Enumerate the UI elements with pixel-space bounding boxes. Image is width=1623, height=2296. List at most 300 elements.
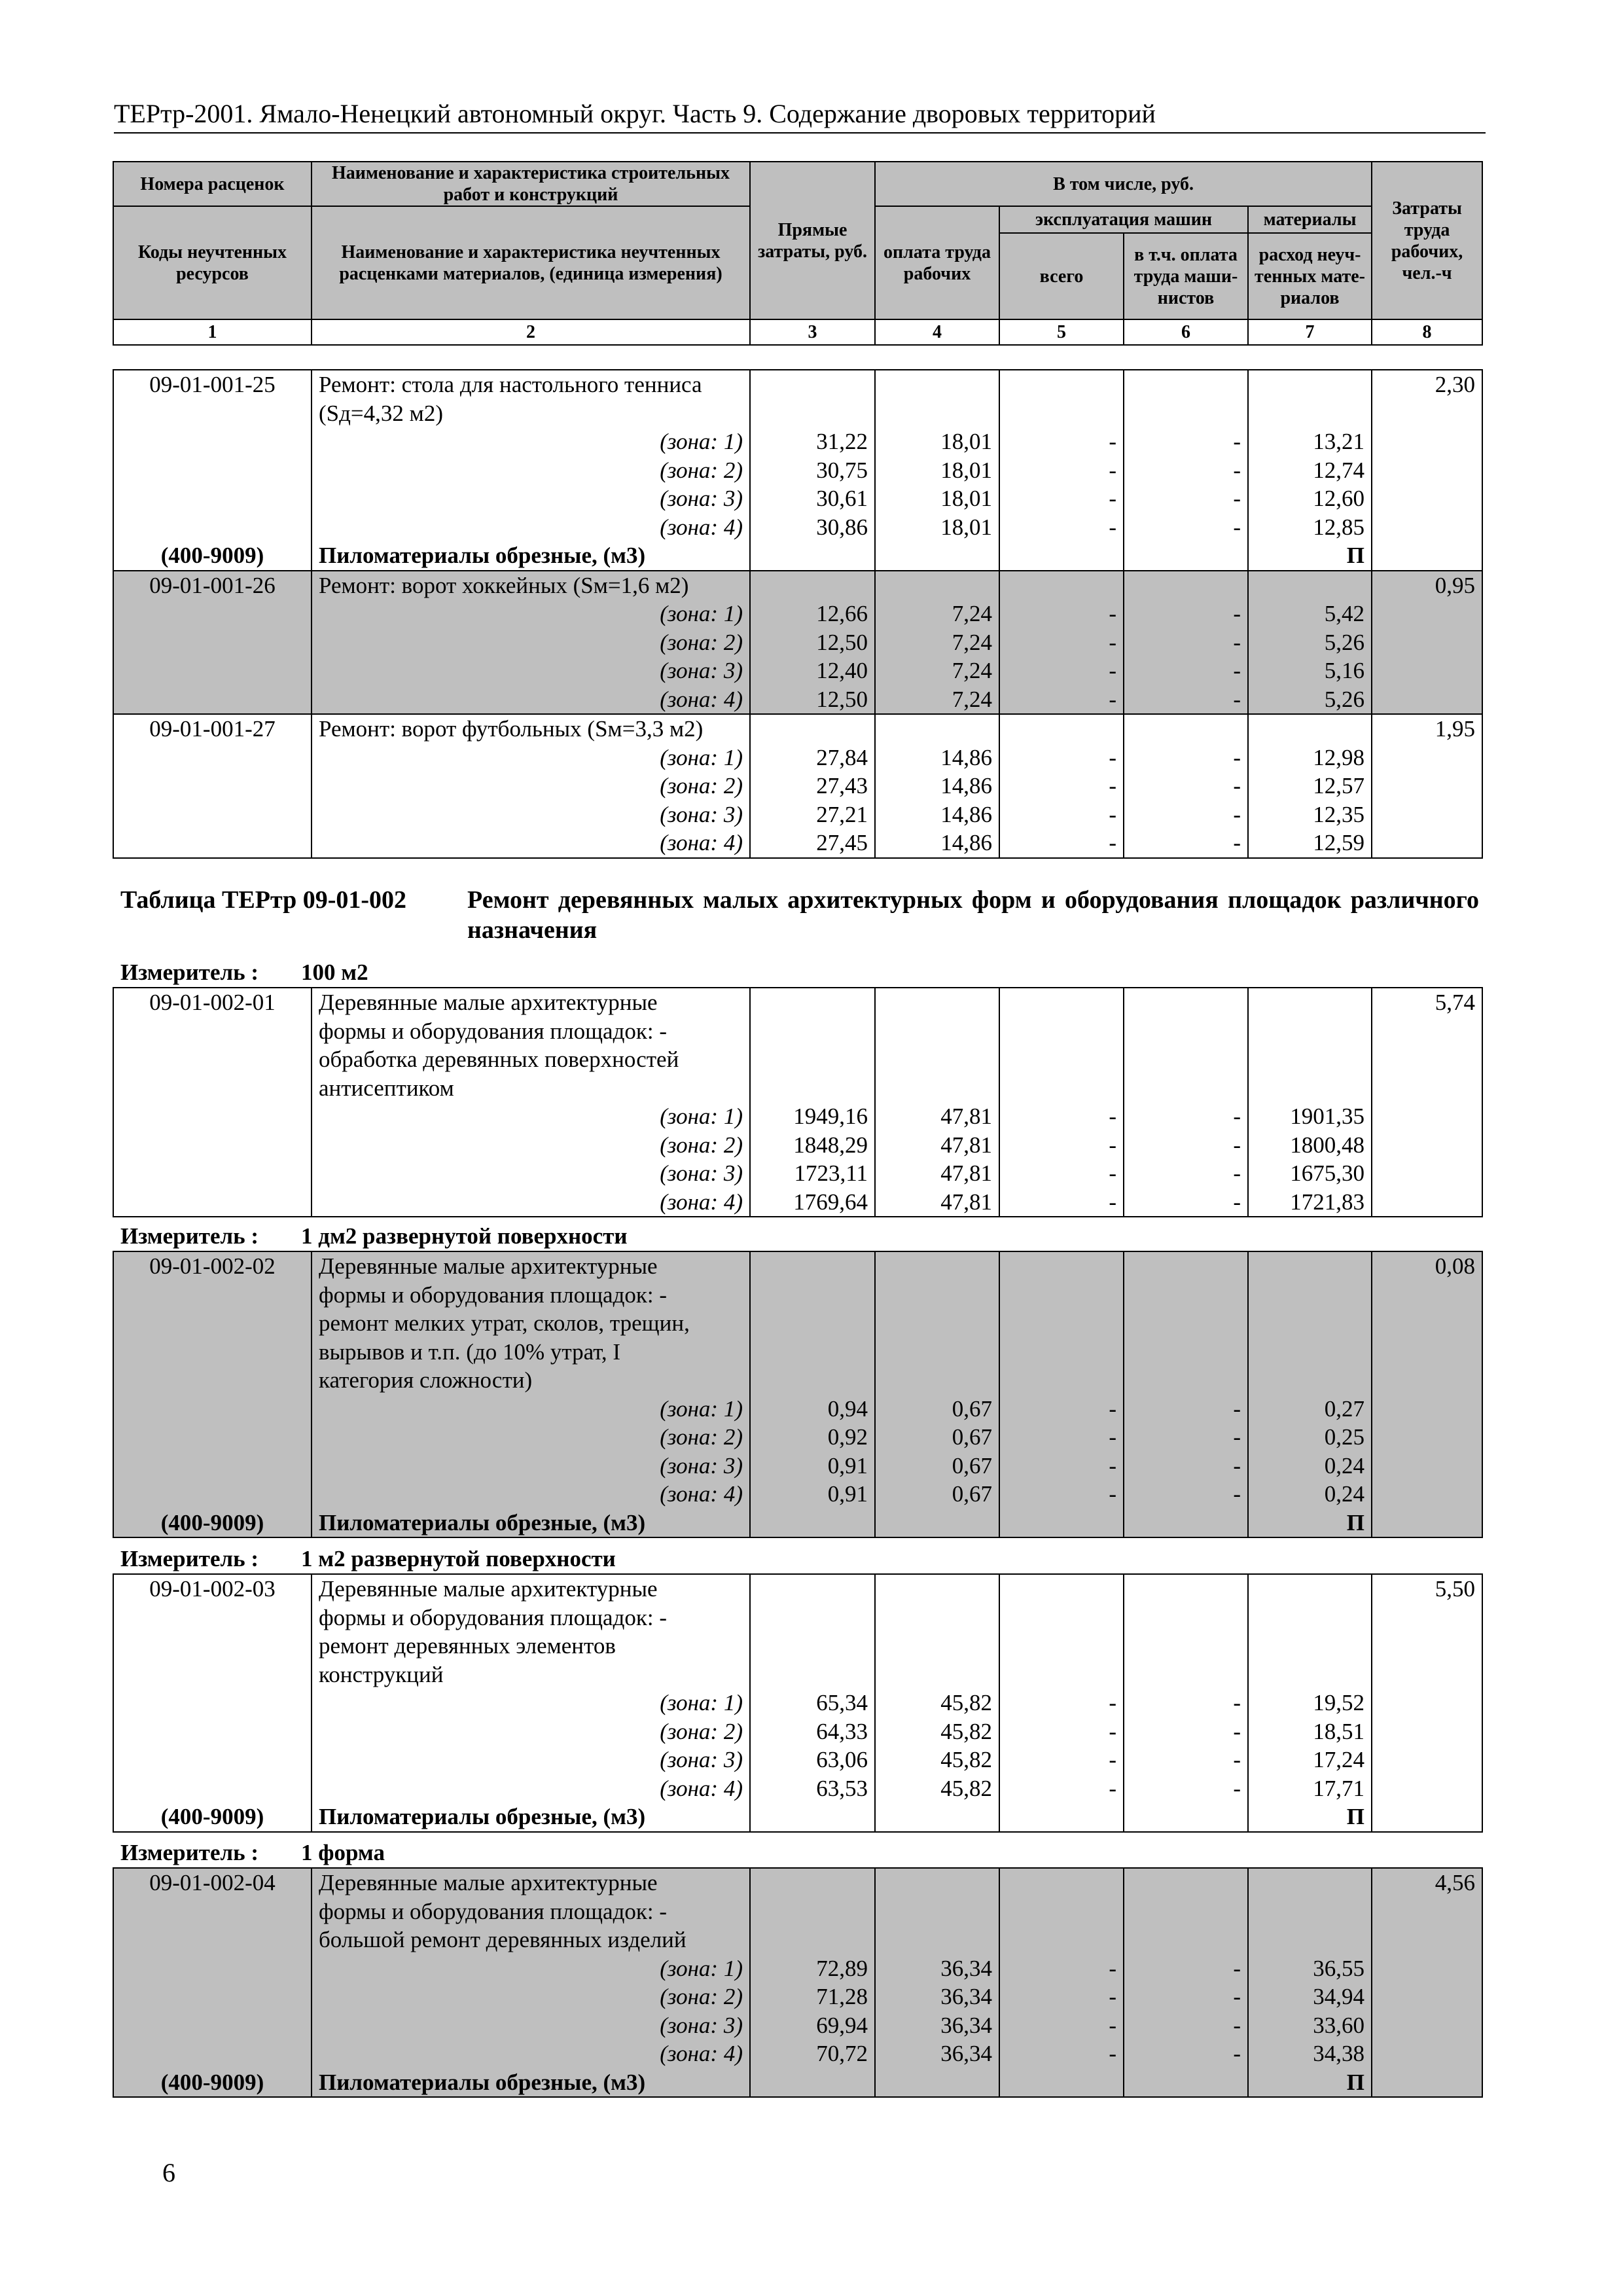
zone-label: (зона: 3) [312,2011,750,2040]
resource-row [113,1803,1482,1832]
empty-cell [1372,1395,1482,1424]
empty-cell [1372,1746,1482,1774]
table-row [113,1604,1482,1632]
empty-cell [875,2068,999,2098]
empty-cell [1372,2039,1482,2068]
empty-cell [999,1045,1124,1074]
materials-value: 1901,35 [1248,1102,1372,1131]
machine-total-value: - [999,772,1124,800]
empty-cell [999,1868,1124,1897]
col-number: 4 [875,319,999,345]
zone-label: (зона: 3) [312,484,750,513]
empty-cell [1372,1717,1482,1746]
empty-cell [113,1717,312,1746]
machine-total-value: - [999,1452,1124,1480]
labor-pay-value: 7,24 [875,685,999,715]
labor-pay-value: 36,34 [875,2011,999,2040]
rates-table-09-01-002-04 [113,1867,1483,2098]
operators-pay-value: - [1124,1131,1248,1160]
empty-cell [999,1338,1124,1367]
labor-pay-value: 7,24 [875,600,999,628]
machine-total-value: - [999,456,1124,485]
zone-label: (зона: 3) [312,1159,750,1188]
header-labor-cost: Затраты труда рабочих, чел.-ч [1372,162,1482,319]
empty-cell [1248,1926,1372,1954]
empty-cell [113,1746,312,1774]
direct-costs-value: 12,66 [750,600,875,628]
empty-cell [750,988,875,1017]
empty-cell [113,513,312,542]
materials-value: 5,26 [1248,685,1372,715]
empty-cell [113,656,312,685]
empty-cell [999,1509,1124,1538]
labor-pay-value: 45,82 [875,1717,999,1746]
empty-cell [1248,1632,1372,1660]
measure-label: Измеритель : [120,1546,259,1571]
machine-total-value: - [999,1480,1124,1509]
empty-cell [750,370,875,399]
labor-pay-value: 45,82 [875,1746,999,1774]
col-number: 2 [312,319,750,345]
empty-cell [1372,1131,1482,1160]
measure-line [120,958,368,986]
empty-cell [875,1897,999,1926]
empty-cell [113,1660,312,1689]
labor-pay-value: 47,81 [875,1159,999,1188]
materials-value: 0,24 [1248,1452,1372,1480]
work-name-line: ремонт деревянных элементов [312,1632,750,1660]
labor-cost-value: 0,08 [1372,1251,1482,1281]
operators-pay-value: - [1124,772,1248,800]
zone-row [113,800,1482,829]
empty-cell [875,1338,999,1367]
materials-value: 13,21 [1248,427,1372,456]
machine-total-value: - [999,628,1124,657]
empty-cell [1372,399,1482,428]
empty-cell [875,1309,999,1338]
rate-code: 09-01-002-01 [113,988,312,1017]
empty-cell [1124,1309,1248,1338]
empty-cell [113,1074,312,1103]
machine-total-value: - [999,685,1124,715]
empty-cell [1372,1452,1482,1480]
empty-cell [113,1131,312,1160]
empty-cell [1372,1074,1482,1103]
empty-cell [1372,484,1482,513]
resource-name: Пиломатериалы обрезные, (м3) [312,1509,750,1538]
rate-code: 09-01-001-26 [113,571,312,600]
zone-label: (зона: 2) [312,1982,750,2011]
machine-total-value: - [999,1159,1124,1188]
empty-cell [999,1604,1124,1632]
labor-pay-value: 45,82 [875,1774,999,1803]
materials-value: 12,74 [1248,456,1372,485]
materials-value: 5,16 [1248,656,1372,685]
materials-value: 1721,83 [1248,1188,1372,1217]
empty-cell [1124,1366,1248,1395]
empty-cell [1124,1632,1248,1660]
empty-cell [875,1868,999,1897]
machine-total-value: - [999,1774,1124,1803]
measure-unit: 1 м2 развернутой поверхности [301,1546,616,1571]
empty-cell [113,456,312,485]
table-row [113,370,1482,399]
empty-cell [999,988,1124,1017]
machine-total-value: - [999,800,1124,829]
operators-pay-value: - [1124,1188,1248,1217]
direct-costs-value: 27,43 [750,772,875,800]
empty-cell [1248,988,1372,1017]
empty-cell [750,399,875,428]
measure-label: Измеритель : [120,1840,259,1865]
direct-costs-value: 12,50 [750,628,875,657]
labor-cost-value: 4,56 [1372,1868,1482,1897]
empty-cell [113,1604,312,1632]
empty-cell [750,2068,875,2098]
empty-cell [113,399,312,428]
direct-costs-value: 0,94 [750,1395,875,1424]
empty-cell [999,1309,1124,1338]
resource-code: (400-9009) [113,1803,312,1832]
empty-cell [750,1897,875,1926]
zone-row [113,1452,1482,1480]
empty-cell [875,1366,999,1395]
empty-cell [1372,829,1482,858]
work-name-line: вырывов и т.п. (до 10% утрат, I [312,1338,750,1367]
empty-cell [999,1926,1124,1954]
header-work-name: Наименование и характеристика строительных работ и конструкций [312,162,750,206]
table-row [113,1926,1482,1954]
empty-cell [1124,1574,1248,1604]
work-name-line: Ремонт: ворот футбольных (Sм=3,3 м2) [312,714,750,744]
empty-cell [875,1045,999,1074]
zone-label: (зона: 4) [312,1480,750,1509]
measure-label: Измеритель : [120,960,259,985]
zone-row [113,1131,1482,1160]
direct-costs-value: 30,61 [750,484,875,513]
operators-pay-value: - [1124,1774,1248,1803]
direct-costs-value: 31,22 [750,427,875,456]
materials-value: 36,55 [1248,1954,1372,1983]
machine-total-value: - [999,484,1124,513]
direct-costs-value: 1769,64 [750,1188,875,1217]
table-title: Ремонт деревянных малых архитектурных форм и оборудования площадок различного назначения [467,886,1479,944]
labor-cost-value: 5,74 [1372,988,1482,1017]
rates-table-header [113,161,1483,346]
zone-label: (зона: 4) [312,1774,750,1803]
direct-costs-value: 27,21 [750,800,875,829]
zone-row [113,1717,1482,1746]
materials-value: 12,59 [1248,829,1372,858]
resource-row [113,541,1482,571]
operators-pay-value: - [1124,628,1248,657]
materials-value: 12,60 [1248,484,1372,513]
table-row [113,1045,1482,1074]
empty-cell [1372,744,1482,772]
empty-cell [113,1281,312,1310]
empty-cell [1248,1660,1372,1689]
direct-costs-value: 65,34 [750,1689,875,1717]
resource-code: (400-9009) [113,2068,312,2098]
empty-cell [999,714,1124,744]
col-number: 8 [1372,319,1482,345]
empty-cell [875,571,999,600]
operators-pay-value: - [1124,427,1248,456]
empty-cell [1248,370,1372,399]
operators-pay-value: - [1124,513,1248,542]
empty-cell [875,1926,999,1954]
empty-cell [875,1509,999,1538]
materials-value: 19,52 [1248,1689,1372,1717]
empty-cell [1124,2068,1248,2098]
table-row [113,1366,1482,1395]
operators-pay-value: - [1124,1982,1248,2011]
operators-pay-value: - [1124,1452,1248,1480]
page-number: 6 [162,2158,175,2187]
empty-cell [875,1632,999,1660]
empty-cell [1124,399,1248,428]
work-name-line: Деревянные малые архитектурные [312,1868,750,1897]
zone-row [113,829,1482,858]
materials-value: 1675,30 [1248,1159,1372,1188]
zone-row [113,1954,1482,1983]
empty-cell [1124,714,1248,744]
direct-costs-value: 0,91 [750,1452,875,1480]
empty-cell [875,1251,999,1281]
table-row [113,988,1482,1017]
machine-total-value: - [999,1954,1124,1983]
direct-costs-value: 0,91 [750,1480,875,1509]
machine-total-value: - [999,1982,1124,2011]
operators-pay-value: - [1124,1746,1248,1774]
table-row [113,1660,1482,1689]
zone-label: (зона: 2) [312,1717,750,1746]
table-row [113,1281,1482,1310]
empty-cell [113,1689,312,1717]
empty-cell [1372,1102,1482,1131]
rate-code: 09-01-001-25 [113,370,312,399]
zone-row [113,1102,1482,1131]
work-name-line: Ремонт: стола для настольного тенниса [312,370,750,399]
empty-cell [113,1954,312,1983]
col-number: 5 [999,319,1124,345]
labor-pay-value: 0,67 [875,1480,999,1509]
labor-pay-value: 45,82 [875,1689,999,1717]
direct-costs-value: 63,53 [750,1774,875,1803]
labor-pay-value: 14,86 [875,829,999,858]
operators-pay-value: - [1124,1480,1248,1509]
empty-cell [750,1803,875,1832]
empty-cell [999,1281,1124,1310]
zone-label: (зона: 4) [312,1188,750,1217]
empty-cell [875,1574,999,1604]
empty-cell [113,1452,312,1480]
empty-cell [1372,1366,1482,1395]
machine-total-value: - [999,1131,1124,1160]
empty-cell [1248,1868,1372,1897]
zone-row [113,685,1482,715]
empty-cell [1372,1954,1482,1983]
machine-total-value: - [999,1188,1124,1217]
empty-cell [1372,1309,1482,1338]
empty-cell [113,1309,312,1338]
empty-cell [1124,1251,1248,1281]
table-row [113,1017,1482,1046]
machine-total-value: - [999,1423,1124,1452]
work-name-line: формы и оборудования площадок: - [312,1897,750,1926]
table-row [113,1574,1482,1604]
empty-cell [1248,1251,1372,1281]
empty-cell [750,1045,875,1074]
operators-pay-value: - [1124,1159,1248,1188]
machine-total-value: - [999,656,1124,685]
rate-code: 09-01-001-27 [113,714,312,744]
materials-value: 5,26 [1248,628,1372,657]
empty-cell [1248,571,1372,600]
zone-row [113,1395,1482,1424]
empty-cell [1124,541,1248,571]
empty-cell [1372,800,1482,829]
work-name-line: (Sд=4,32 м2) [312,399,750,428]
empty-cell [1124,370,1248,399]
empty-cell [999,1074,1124,1103]
machine-total-value: - [999,1717,1124,1746]
zone-row [113,1774,1482,1803]
header-rate-numbers: Номера расценок [113,162,312,206]
work-name-line: антисептиком [312,1074,750,1103]
materials-value: 34,94 [1248,1982,1372,2011]
labor-pay-value: 7,24 [875,628,999,657]
zone-row [113,1423,1482,1452]
empty-cell [750,1632,875,1660]
operators-pay-value: - [1124,829,1248,858]
labor-cost-value: 5,50 [1372,1574,1482,1604]
empty-cell [1248,714,1372,744]
labor-pay-value: 14,86 [875,800,999,829]
zone-label: (зона: 4) [312,685,750,715]
zone-label: (зона: 4) [312,829,750,858]
rate-code: 09-01-002-02 [113,1251,312,1281]
zone-label: (зона: 1) [312,427,750,456]
work-name-line: Деревянные малые архитектурные [312,1251,750,1281]
direct-costs-value: 12,40 [750,656,875,685]
measure-label: Измеритель : [120,1223,259,1249]
empty-cell [1248,399,1372,428]
empty-cell [1372,1774,1482,1803]
labor-pay-value: 18,01 [875,484,999,513]
empty-cell [1124,571,1248,600]
empty-cell [1372,1338,1482,1367]
direct-costs-value: 69,94 [750,2011,875,2040]
resource-name: Пиломатериалы обрезные, (м3) [312,1803,750,1832]
table-row [113,1074,1482,1103]
empty-cell [113,800,312,829]
labor-pay-value: 47,81 [875,1131,999,1160]
work-name-line: формы и оборудования площадок: - [312,1281,750,1310]
empty-cell [1124,1017,1248,1046]
zone-label: (зона: 1) [312,600,750,628]
empty-cell [875,1017,999,1046]
empty-cell [1124,1897,1248,1926]
empty-cell [113,484,312,513]
empty-cell [999,541,1124,571]
operators-pay-value: - [1124,2039,1248,2068]
empty-cell [113,1423,312,1452]
header-operators-pay: в т.ч. оплата труда маши-нистов [1124,233,1248,319]
empty-cell [1124,1074,1248,1103]
col-number: 7 [1248,319,1372,345]
machine-total-value: - [999,2011,1124,2040]
direct-costs-value: 30,75 [750,456,875,485]
rate-code: 09-01-002-03 [113,1574,312,1604]
empty-cell [1372,1926,1482,1954]
empty-cell [1372,456,1482,485]
empty-cell [875,1281,999,1310]
empty-cell [113,829,312,858]
empty-cell [999,370,1124,399]
empty-cell [1248,1604,1372,1632]
table-row [113,1251,1482,1281]
rates-table-09-01-002-01 [113,987,1483,1217]
header-resource-codes: Коды неучтенных ресурсов [113,206,312,319]
table-row [113,1632,1482,1660]
measure-line [120,1839,385,1867]
direct-costs-value: 1949,16 [750,1102,875,1131]
resource-mark: П [1248,1803,1372,1832]
work-name-line: обработка деревянных поверхностей [312,1045,750,1074]
table-row [113,399,1482,428]
empty-cell [1372,513,1482,542]
header-materials: материалы [1248,206,1372,233]
empty-cell [875,1660,999,1689]
zone-row [113,513,1482,542]
empty-cell [1372,2011,1482,2040]
resource-code: (400-9009) [113,1509,312,1538]
empty-cell [113,2039,312,2068]
col-number: 1 [113,319,312,345]
empty-cell [999,1017,1124,1046]
operators-pay-value: - [1124,2011,1248,2040]
empty-cell [113,1632,312,1660]
empty-cell [1124,1604,1248,1632]
col-number: 3 [750,319,875,345]
direct-costs-value: 1848,29 [750,1131,875,1160]
empty-cell [1372,685,1482,715]
materials-value: 34,38 [1248,2039,1372,2068]
direct-costs-value: 63,06 [750,1746,875,1774]
zone-row [113,1746,1482,1774]
zone-label: (зона: 1) [312,1689,750,1717]
header-direct-costs: Прямые затраты, руб. [750,162,875,319]
operators-pay-value: - [1124,1102,1248,1131]
empty-cell [1248,1074,1372,1103]
table-row [113,1897,1482,1926]
machine-total-value: - [999,513,1124,542]
zone-label: (зона: 2) [312,1131,750,1160]
zone-label: (зона: 3) [312,800,750,829]
machine-total-value: - [999,600,1124,628]
zone-row [113,628,1482,657]
empty-cell [113,628,312,657]
labor-pay-value: 0,67 [875,1452,999,1480]
labor-pay-value: 14,86 [875,772,999,800]
empty-cell [750,1366,875,1395]
operators-pay-value: - [1124,685,1248,715]
empty-cell [1372,1982,1482,2011]
table-row [113,571,1482,600]
machine-total-value: - [999,1689,1124,1717]
empty-cell [1124,1509,1248,1538]
